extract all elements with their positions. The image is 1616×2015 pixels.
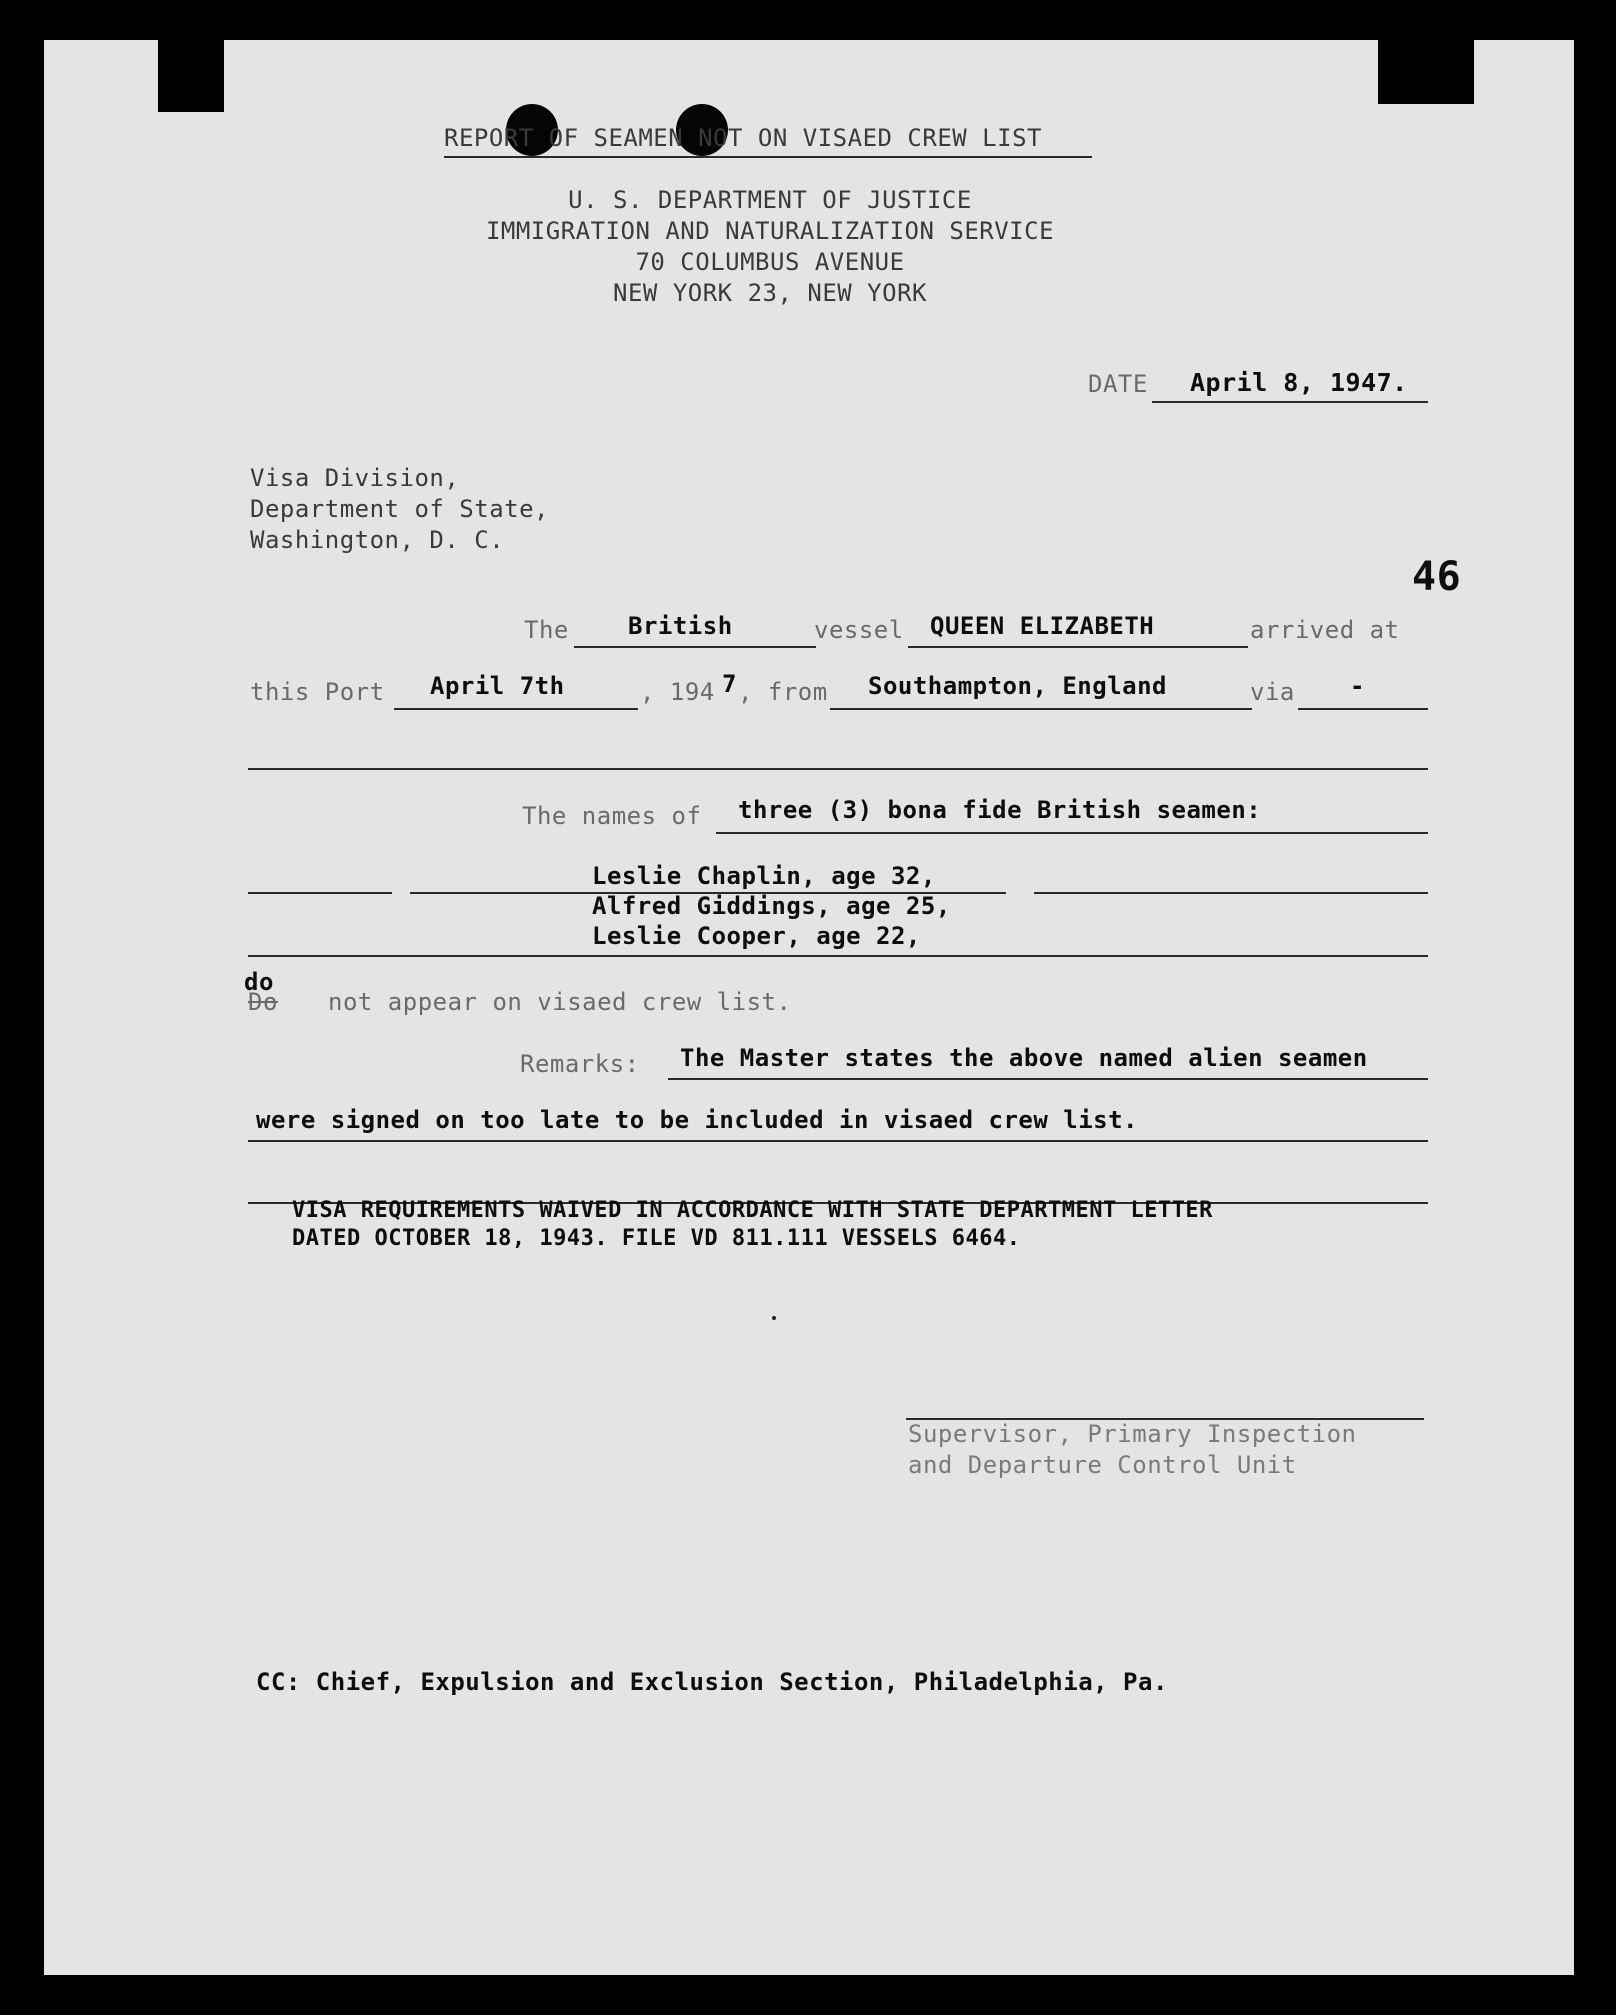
- agency-line-4: NEW YORK 23, NEW YORK: [613, 279, 927, 307]
- list-rule-left-a: [248, 892, 392, 894]
- nationality-underline: [574, 646, 816, 648]
- agency-line-2: IMMIGRATION AND NATURALIZATION SERVICE: [485, 217, 1055, 245]
- vessel-name-underline: [908, 646, 1248, 648]
- date-label: DATE: [1088, 370, 1148, 398]
- report-title: REPORT OF SEAMEN NOT ON VISAED CREW LIST: [444, 124, 1042, 152]
- the-label: The: [524, 616, 569, 644]
- cc-line: CC: Chief, Expulsion and Exclusion Section, Philadelphia, Pa.: [256, 1668, 1168, 1696]
- via-label: via: [1250, 678, 1295, 706]
- arrival-date: April 7th: [430, 672, 565, 700]
- remarks-underline-2: [248, 1140, 1428, 1142]
- agency-line-3: 70 COLUMBUS AVENUE: [635, 248, 905, 276]
- vessel-name: QUEEN ELIZABETH: [930, 612, 1155, 640]
- origin-underline: [830, 708, 1252, 710]
- blank-rule-1: [248, 768, 1428, 770]
- list-rule-bottom: [248, 955, 1428, 957]
- agency-line-1: U. S. DEPARTMENT OF JUSTICE: [568, 186, 972, 214]
- from-label: , from: [738, 678, 828, 706]
- signature-title-1: Supervisor, Primary Inspection: [908, 1420, 1357, 1448]
- arrived-at-label: arrived at: [1250, 616, 1400, 644]
- year-prefix: , 194: [640, 678, 715, 706]
- struck-do: Do: [248, 988, 278, 1016]
- do-correction: do: [244, 968, 274, 996]
- vessel-label: vessel: [814, 616, 904, 644]
- top-right-clip-mark: [1378, 40, 1474, 104]
- year-digit: 7: [722, 670, 737, 698]
- appear-text: not appear on visaed crew list.: [328, 988, 792, 1016]
- list-rule-right: [1034, 892, 1428, 894]
- addressee-line-3: Washington, D. C.: [250, 526, 505, 554]
- remarks-line-1: The Master states the above named alien seamen: [680, 1044, 1368, 1072]
- stamp-line-2: DATED OCTOBER 18, 1943. FILE VD 811.111 VESSELS 6464.: [292, 1226, 1021, 1251]
- arrival-date-underline: [394, 708, 638, 710]
- page-number: 46: [1412, 554, 1462, 600]
- addressee-line-2: Department of State,: [250, 495, 549, 523]
- this-port-label: this Port: [250, 678, 385, 706]
- remarks-line-2: were signed on too late to be included in visaed crew list.: [256, 1106, 1139, 1134]
- stamp-line-1: VISA REQUIREMENTS WAIVED IN ACCORDANCE WITH STATE DEPARTMENT LETTER: [292, 1198, 1213, 1223]
- date-underline: [1152, 401, 1428, 403]
- via-underline: [1298, 708, 1428, 710]
- seaman-2: Alfred Giddings, age 25,: [592, 892, 951, 920]
- vessel-nationality: British: [628, 612, 733, 640]
- addressee-line-1: Visa Division,: [250, 464, 460, 492]
- names-underline: [716, 832, 1428, 834]
- seaman-1: Leslie Chaplin, age 32,: [592, 862, 936, 890]
- top-left-clip-mark: [158, 40, 224, 112]
- names-label: The names of: [522, 802, 702, 830]
- stray-mark: [772, 1316, 776, 1320]
- title-underline: [444, 156, 1092, 158]
- remarks-label: Remarks:: [520, 1050, 640, 1078]
- origin-port: Southampton, England: [868, 672, 1167, 700]
- signature-title-2: and Departure Control Unit: [908, 1451, 1297, 1479]
- via-value: -: [1350, 672, 1365, 700]
- names-value: three (3) bona fide British seamen:: [738, 796, 1262, 824]
- seaman-3: Leslie Cooper, age 22,: [592, 922, 921, 950]
- date-value: April 8, 1947.: [1190, 368, 1408, 397]
- remarks-underline-1: [668, 1078, 1428, 1080]
